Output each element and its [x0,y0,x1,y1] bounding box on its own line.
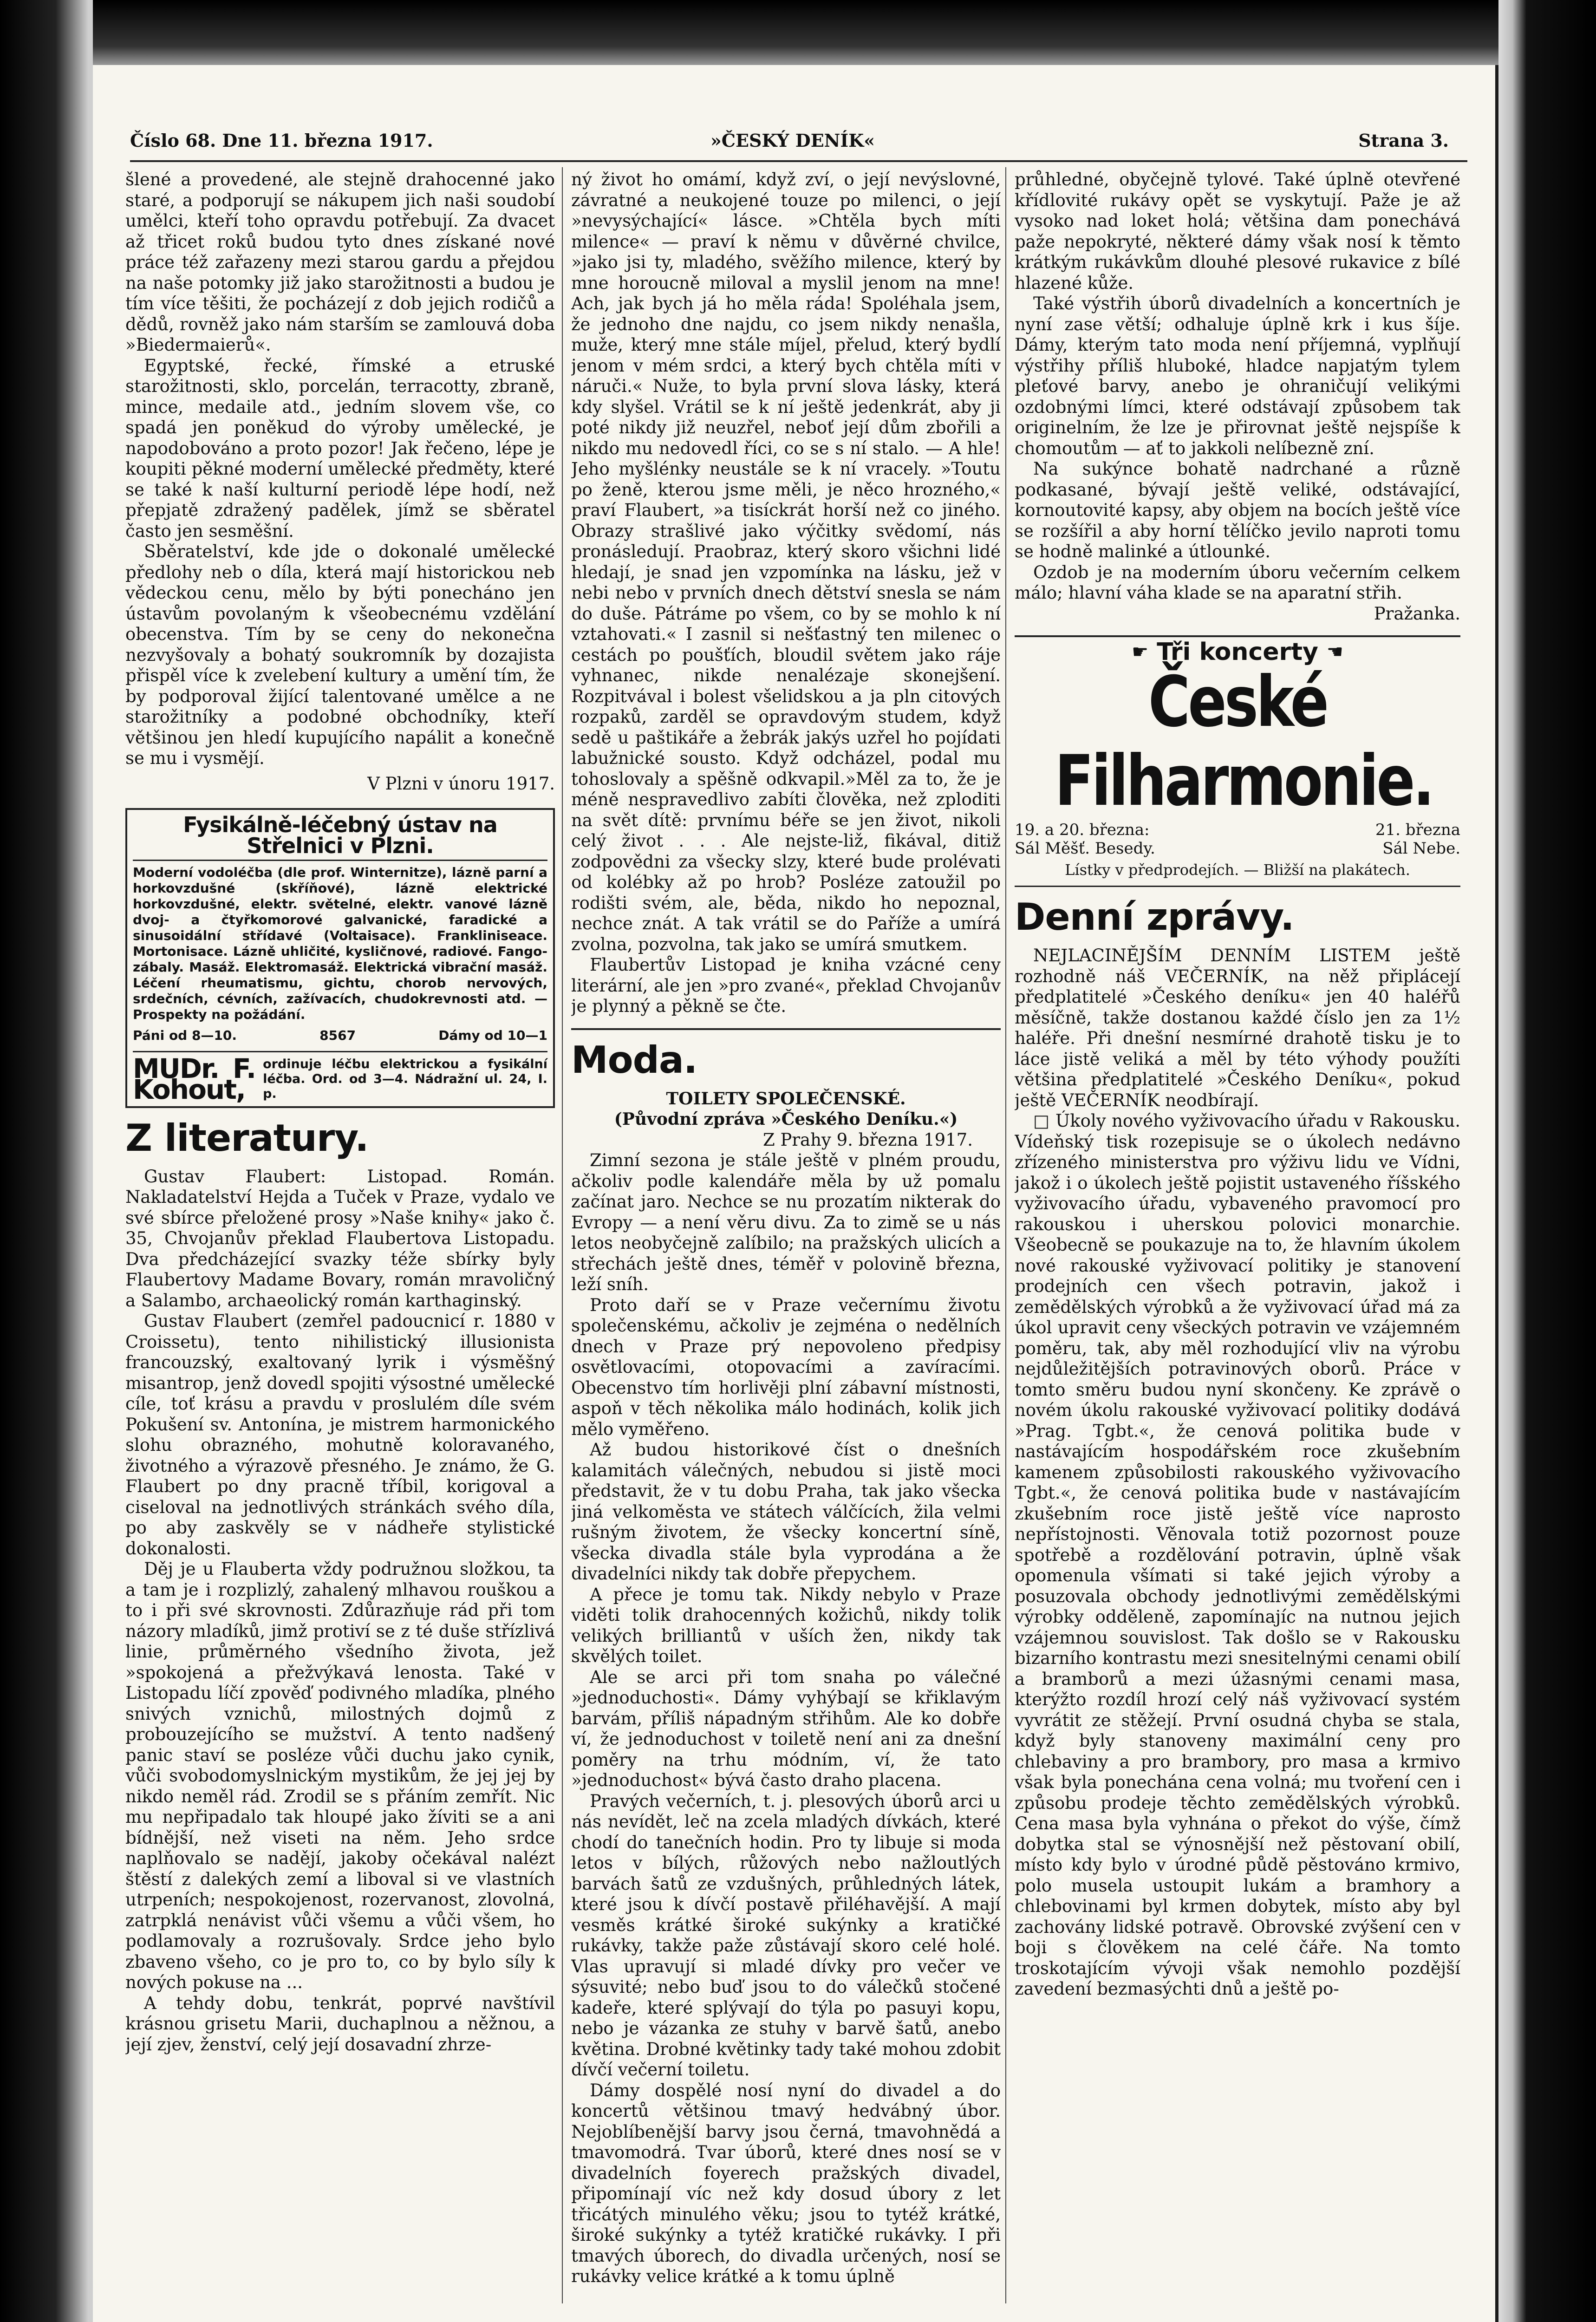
ad-body: Moderní vodoléčba (dle prof. Winternitze), lázně parní a horkovzdušné (skříňové), lázně elektrické horkovzdušné, elektr. světelné, elektr. vanové lázně dvoj- a čtyřkomorové galvanické, faradické a sinusoidální střídavé (Voltaisace). Frankliniseace. Mortonisace. Lázně uhličité, kysličnové, radiové. Fango-zábaly. Masáž. Elektromasáž. Elektrická vibrační masáž. Léčení rheumatismu, gichtu, chorob nervových, srdečních, cévních, zažívacích, chudokrevnosti atd. — Prospekty na požádání. [133,865,547,1022]
article-paragraph: Egyptské, řecké, římské a etruské starožitnosti, sklo, porcelán, terracotty, zbraně, mince, medaile atd., jedním slovem vše, co spadá jen poněkud do výroby umělecké, je napodobováno a proto pozor! Jak řečeno, lépe je koupiti pěkné moderní umělecké předměty, které se také k naší kulturní periodě lépe hodí, než přepjatě zdražený padělek, jímž se sběratel často jen sesměšní. [125,355,555,541]
concert-venue-row [1015,839,1460,858]
concert-tickets: Lístky v předprodejích. — Bližší na plakátech. [1015,860,1460,887]
running-header [130,130,1458,158]
header-rule [130,160,1467,162]
page-number: Strana 3. [1358,130,1449,151]
scan-border-top [0,0,1596,65]
article-paragraph: A tehdy dobu, tenkrát, poprvé navštívil krásnou grisetu Marii, duchaplnou a něžnou, a její zjev, ženství, celý její dosavadní zhrze- [125,1993,555,2055]
advertisement-spa [125,808,555,1108]
concert-top-line [1015,638,1460,666]
section-heading: Denní zprávy. [1015,895,1294,939]
column-divider [562,167,563,2303]
concert-date-1: 19. a 20. března: [1015,820,1150,839]
article-paragraph: A přece je tomu tak. Nikdy nebylo v Praze viděti tolik drahocenných kožichů, nikdy tolik velikých brilliantů v uších žen, nikdy tak skvělých toilet. [571,1584,1001,1666]
article-paragraph: Flaubertův Listopad je kniha vzácné ceny literární, ale jen »pro zvané«, překlad Chvojanův je plynný a pěkně se čte. [571,955,1001,1016]
news-item: NEJLACINĚJŠÍM DENNÍM LISTEM ještě rozhodně náš VEČERNÍK, na něž připlácejí předplatitelé »Českého deníku« jen 40 haléřů měsíčně, takže dostanou každé číslo jen za 1½ haléře. Při dnešní nesmírné drahotě tisku je to láce jistě veliká a měl by této výhody použíti většina předplatitelé »Českého Deníku«, pokud ještě VEČERNÍK neodbírají. [1015,946,1460,1110]
issue-date: Číslo 68. Dne 11. března 1917. [130,130,433,151]
concert-count: Tři koncerty [1157,638,1318,666]
article-title: TOILETY SPOLEČENSKÉ. [666,1089,906,1109]
article-signature: Pražanka. [1374,603,1460,624]
scan-border-right [1498,0,1596,2322]
news-item: □ Úkoly nového vyživovacího úřadu v Rakousku. Vídeňský tisk rozepisuje se o úkolech nedávno zřízeného ministerstva pro výživu lidu ve Vídni, jakož i o úkolech ještě pojistit ustaveného říšského vyživovacího úřadu, vybaveného pravomocí pro rakouskou i uherskou polovici monarchie. Všeobecně se poukazuje na to, že hlavním úkolem nové rakouské vyživovací politiky je stanovení prodejních cen všech potravin, jakož i zemědělských výrobků a že vyživovací úřad má za úkol upravit ceny všeckých potravin ve vzájemném poměru, tak, aby měl rozhodující vliv na výrobu nejdůležitějších potravinových oborů. Práce v tomto směru budou nyní skončeny. Ke zprávě o novém úkolu rakouské vyživovací politiky dodává »Prag. Tgbt.«, že cenová politika bude v nastávajícím hospodářském roce zkušebním kamenem způsobilosti rakouského vyživovacího Tgbt.«, že cenová politika bude v nastávajícím zkušebním roce jistě ještě více naprosto nepřístojnosti. Věnovala totiž pozornost pouze spotřebě a rozdělování potravin, úplně však opomenula všímati si také jejich výroby a posuzovala obchody jednotlivými zemědělskými výrobky odděleně, zapomínajíc na nutnou jejich vzájemnou souvislost. Tak došlo se v Rakousku bizarního kontrastu mezi snesitelnými cenami obilí a bramborů a mezi úžasnými cenami masa, kterýžto rozdíl hrozí celý náš vyživovací systém vyvrátit ze stěžejí. První osudná chyba se stala, když byly stanoveny maximální ceny pro chlebaviny a pro brambory, pro masa a krmivo však byla ponechána cena volná; mu tvoření cen i způsobu prodeje těchto zemědělských výrobků. Cena masa byla vyhnána o překot do výše, čímž dobytka stal se výnosnější než pěstovaní obilí, místo kdy bylo v úrodné půdě pěstováno krmivo, polo musela ustoupit lukám a bramhory a chlebovinami byl krmen dobytek, místo aby byl zachovány lidské potravě. Obrovské zvýšení cen v boji s člověkem na celé čáře. Na tomto troskotajícím vývoji však nemohlo pozdější zavedení bezmasýchti dnů a ještě po- [1015,1111,1460,1999]
ad-phone: 8567 [319,1028,356,1043]
article-paragraph: Zimní sezona je stále ještě v plném proudu, ačkoliv podle kalendáře měla by už pomalu začínat jaro. Nechce se nu prozatím nikterak do Evropy — a není věru divu. Za to zimě se u nás letos neobyčejně zalíbilo; na pražských ulicích a střechách ještě dnes, téměř v polovině března, leží sníh. [571,1150,1001,1294]
ad-hours-men: Páni od 8—10. [133,1028,237,1043]
column-1 [125,170,555,2287]
article-paragraph: Ozdob je na moderním úboru večerním celkem málo; hlavní váha klade se na aparatní střih. [1015,562,1460,603]
newspaper-page [93,65,1495,2322]
scan-border-left [0,0,93,2322]
column-2 [571,170,1001,2287]
article-paragraph: Gustav Flaubert: Listopad. Román. Nakladatelství Hejda a Tuček v Praze, vydalo ve své sbírce přeložené prosy »Naše knihy« jako č. 35, Chvojanův překlad Flaubertova Listopadu. Dva předcházející svazky téže sbírky byly Flaubertovy Madame Bovary, román mravoličný a Salambo, archaeolický román karthaginský. [125,1166,555,1311]
column-divider [1005,167,1006,2303]
concert-dates-row [1015,821,1460,839]
article-paragraph: Proto daří se v Praze večernímu životu společenskému, ačkoliv je zejména o nedělních dnech v Praze prý nepovoleno předpisy osvětlovacími, otopovacími a zavíracími. Obecenstvo tím horlivěji plní zábavní místnosti, aspoň v těch několika málo hodinách, kolik jich mělo vyměřeno. [571,1295,1001,1439]
article-paragraph: ný život ho omámí, když zví, o její nevýslovné, závratné a neukojené touze po milenci, o její »nevysýchající« lásce. »Chtěla bych míti milence« — praví k němu v důvěrné chvilce, »jako jsi ty, mladého, svěžího milence, který by mne horoucně miloval a myslil jenom na mne! Ach, jak bych já ho měla ráda! Spoléhala jsem, že jednoho dne najdu, co jsem nikdy nenašla, muže, který mne stále míjel, přelud, který bydlí jenom v mém srdci, a který bych chtěla míti v náruči.« Nuže, to byla první slova lásky, která kdy slyšel. Vrátil se k ní ještě jedenkrát, aby ji poté nikdy již neuzřel, neboť její dům zbořili a nikdo mu nedovedl říci, co se s ní stalo. — A hle! Jeho myšlénky neustále se k ní vracely. »Toutu po ženě, kterou jsme měli, je něco hrozného,« praví Flaubert, »a tisíckrát horší než co jiného. Obrazy strašlivé jako výčitky svědomí, nás pronásledují. Praobraz, který skoro všichni lidé hledají, je snad jen vzpomínka na lásku, jež v nebi nebo v prvních dnech dětství snesla se nám do duše. Pátráme po všem, co by se mohlo k ní vztahovati.« I zasnil si nešťastný ten milenec o cestách po poušťích, bloudil světem jako ráje vyhnanec, nikde nenalézaje skonejšení. Rozpitvával i bolest všelidskou a ja pln citových rozpaků, zarděl se opravdovým studem, když sedě u paštikáře a žebrák jakýs uzřel ho pojídati labužnické sousto. Když odcházel, podal mu tohoslovaly a spěšně odkvapil.»Měl za to, že je méně nespravedlivo zabíti člověka, než zploditi na svět dítě: prvnímu béře se jen život, nikoli celý život . . . Ale nejste-liž, fikával, ditiž zodpovědni za všecky slzy, které bude prolévati od kolébky až po hrob? Posléze zatoužil po rodišti svém, ale, běda, nikdo ho nepoznal, nechce znát. A tak vrátil se do Paříže a umírá zvolna, pozvolna, tak jako se umírá smutkem. [571,170,1001,954]
article-paragraph: Také výstřih úborů divadelních a koncertních je nyní zase větší; odhaluje úplně krk i kus šíje. Dámy, kterým tato moda není příjemná, vyplňují výstřihy příliš hluboké, hladce napjatým tylem pleťové barvy, anebo je ohraničují velikými ozdobnými límci, které odstávají způsobem tak originelním, že lze je přirovnat ještě nejspíše k chomoutům — ať to jakkoli nelíbezně zní. [1015,294,1460,458]
ad-hours-women: Dámy od 10—1 [438,1028,547,1043]
article-paragraph: Sběratelství, kde jde o dokonalé umělecké předlohy neb o díla, která mají historickou neb vědeckou cenu, mělo by býti ponecháno jen ústavům povolaným k všeobecnému vzdělání obecenstva. Tím by se ceny do nekonečna nezvyšovaly a bohatý soukromník by dozajista přispěl více k zvelebení kultury a umění tím, že by podporoval žijící talentované umělce a ne starožitníky a podobné obchodníky, kteří většinou jen hledí kupujícího napálit a konečně se mu i vysmějí. [125,541,555,768]
ad-hours-row [133,1025,547,1046]
article-paragraph: šlené a provedené, ale stejně drahocenné jako staré, a podporují se nákupem jich naši soudobí umělci, kteří toho opravdu potřebují. Za dvacet až třicet roků budou tyto dnes získané nové práce též zařazeny mezi starou gardu a přejdou na naše potomky již jako starožitnosti a budou je tím více těšiti, že pocházejí z dob jejich rodičů a dědů, rovněž jako nám starším se zamlouvá doba »Biedermaierů«. [125,170,555,355]
article-paragraph: Pravých večerních, t. j. plesových úborů arci u nás nevídět, leč na zcela mladých dívkách, které chodí do tanečních hodin. Pro ty libuje si moda letos v bílých, růžových nebo nažloutlých barvách šatů ze vzdušných, průhledných látek, které jsou k dívčí postavě přiléhavější. A mají vesměs krátké široké sukýnky a kratičké rukávky, takže paže zůstávají skoro celé holé. Vlas upravují si mladé dívky pro večer ve sýsuvité; nebo buď jsou to do válečků stočené kadeře, které splývají do týla po pasuyi kopu, nebo je vázanka ze stuhy v barvě šatů, anebo květina. Drobné květinky tady také mohou zdobit dívčí večerní toiletu. [571,1791,1001,2080]
article-source: (Původní zpráva »Českého Deníku.«) [614,1109,958,1129]
doctor-hours: ordinuje léčbu elektrickou a fysikální léčba. Ord. od 3—4. Nádražní ul. 24, I. p. [263,1057,547,1101]
ad-doctor [133,1051,547,1105]
concert-venue-2: Sál Nebe. [1382,839,1460,858]
concert-advertisement [1015,635,1460,887]
section-heading: Moda. [571,1038,697,1082]
article-dateline: Z Prahy 9. března 1917. [762,1129,973,1150]
article-paragraph: Děj je u Flauberta vždy podružnou složkou, ta a tam je i rozplizlý, zahalený mlhavou rouškou a to i při své skrovnosti. Zdůrazňuje rád při tom názory mladíků, jimž protiví se z té duše střízlivá linie, průměrného všedního života, jež »spokojená a přežvýkavá lenosta. Také v Listopadu líčí zpověď podivného mladíka, plného snivých vznichů, milostných dojmů z probouzejícího se mužství. A tento nadšený panic staví se posléze vůči duchu jako cynik, vůči svobodomyslnickým mystikům, že jej jej by nikdo neměl rád. Zrodil se s přáním zemřít. Nic mu nepřipadalo tak hloupé jako žíviti se a ani bídnější, než viseti na něm. Jeho srdce naplňovalo se nadějí, jakoby očekával nalézt štěstí z dalekých zemí a liboval si ve vlastních utrpeních; nespokojenost, rozervanost, zlovolná, zatrpklá nenávist vůči všemu a vůči všem, ho podlamovaly a rozrušovaly. Srdce jeho bylo zbaveno všeho, co je pro to, co by bylo síly k nových pokuse na ... [125,1559,555,1992]
ad-title: Fysikálně-léčebný ústav na Střelnici v Plzni. [133,815,547,861]
doctor-name: MUDr. F. Kohout, [133,1053,256,1105]
article-paragraph: průhledné, obyčejně tylové. Také úplně otevřené křídlovité rukávy opět se vyskytují. Paže je až vysoko nad loket holá; většina dam ponechává paže nepokryté, některé dámy však nosí k těmto krátkým rukávkům dlouhé plesové rukavice z bílé hlazené kůže. [1015,170,1460,293]
pointing-hand-icon: ☛ [1132,641,1149,663]
masthead: »ČESKÝ DENÍK« [710,130,875,151]
article-paragraph: Na sukýnce bohatě nadrchané a různě podkasané, bývají ještě veliké, odstávající, kornoutovité kapsy, aby objem na bocích ještě více se rozšířil a aby horní tělíčko jevilo naproti tomu se hodně malinké a útlounké. [1015,459,1460,561]
article-paragraph: Gustav Flaubert (zemřel padoucnicí r. 1880 v Croissetu), tento nihilistický illusionista francouzský, exaltovaný lyrik i výsměšný misantrop, jenž dovedl spojiti výsostné umělecké cíle, toť krásu a pravdu v proslulém díle svém Pokušení sv. Antonína, je mistrem harmonického slohu obrazného, mohutně koloravaného, životného a výrazově přesného. Je známo, že G. Flaubert po dny pracně tříbil, korigoval a ciseloval na jednotlivých stránkách svého díla, po aby zaskvěly se v nádheře stylistické dokonalosti. [125,1311,555,1559]
article-signature: V Plzni v únoru 1917. [367,773,555,794]
section-heading: Z literatury. [125,1116,369,1160]
section-rule [571,1028,1001,1030]
article-paragraph: Ale se arci při tom snaha po válečné »jednoduchosti«. Dámy vyhýbají se křiklavým barvám, příliš nápadným střihům. Ale ko dobře ví, že jednoduchost v toiletě není ani za dnešní poměry na trhu módním, ví, že tato »jednoduchost« bývá často draho placena. [571,1667,1001,1790]
concert-orchestra-name: České Filharmonie. [1055,661,1433,822]
pointing-hand-icon: ☚ [1326,641,1343,663]
article-paragraph: Dámy dospělé nosí nyní do divadel a do koncertů většinou tmavý hedvábný úbor. Nejoblíbenější barvy jsou černá, tmavohnědá a tmavomodrá. Tvar úborů, které dnes nosí se v divadelních foyerech pražských divadel, připomínají víc než kdy dosud úbory z let třicátých minulého věku; jsou to tytéž krátké, široké sukýnky a tytéž kratičké rukávky. I při tmavých úborech, do divadla určených, nosí se rukávky velice krátké a k tomu úplně [571,2080,1001,2286]
concert-venue-1: Sál Měšť. Besedy. [1015,839,1155,858]
concert-date-2: 21. března [1375,820,1460,839]
column-3 [1015,170,1460,2287]
article-paragraph: Až budou historikové číst o dnešních kalamitách válečných, nebudou si jistě moci představit, že v tu dobu Praha, tak jako všecka jiná velkoměsta ve státech válčících, žila velmi rušným životem, že všecky koncertní síně, všecka divadla stále byla vyprodána a že divadelníci nikdy tak dobře přepychem. [571,1440,1001,1584]
